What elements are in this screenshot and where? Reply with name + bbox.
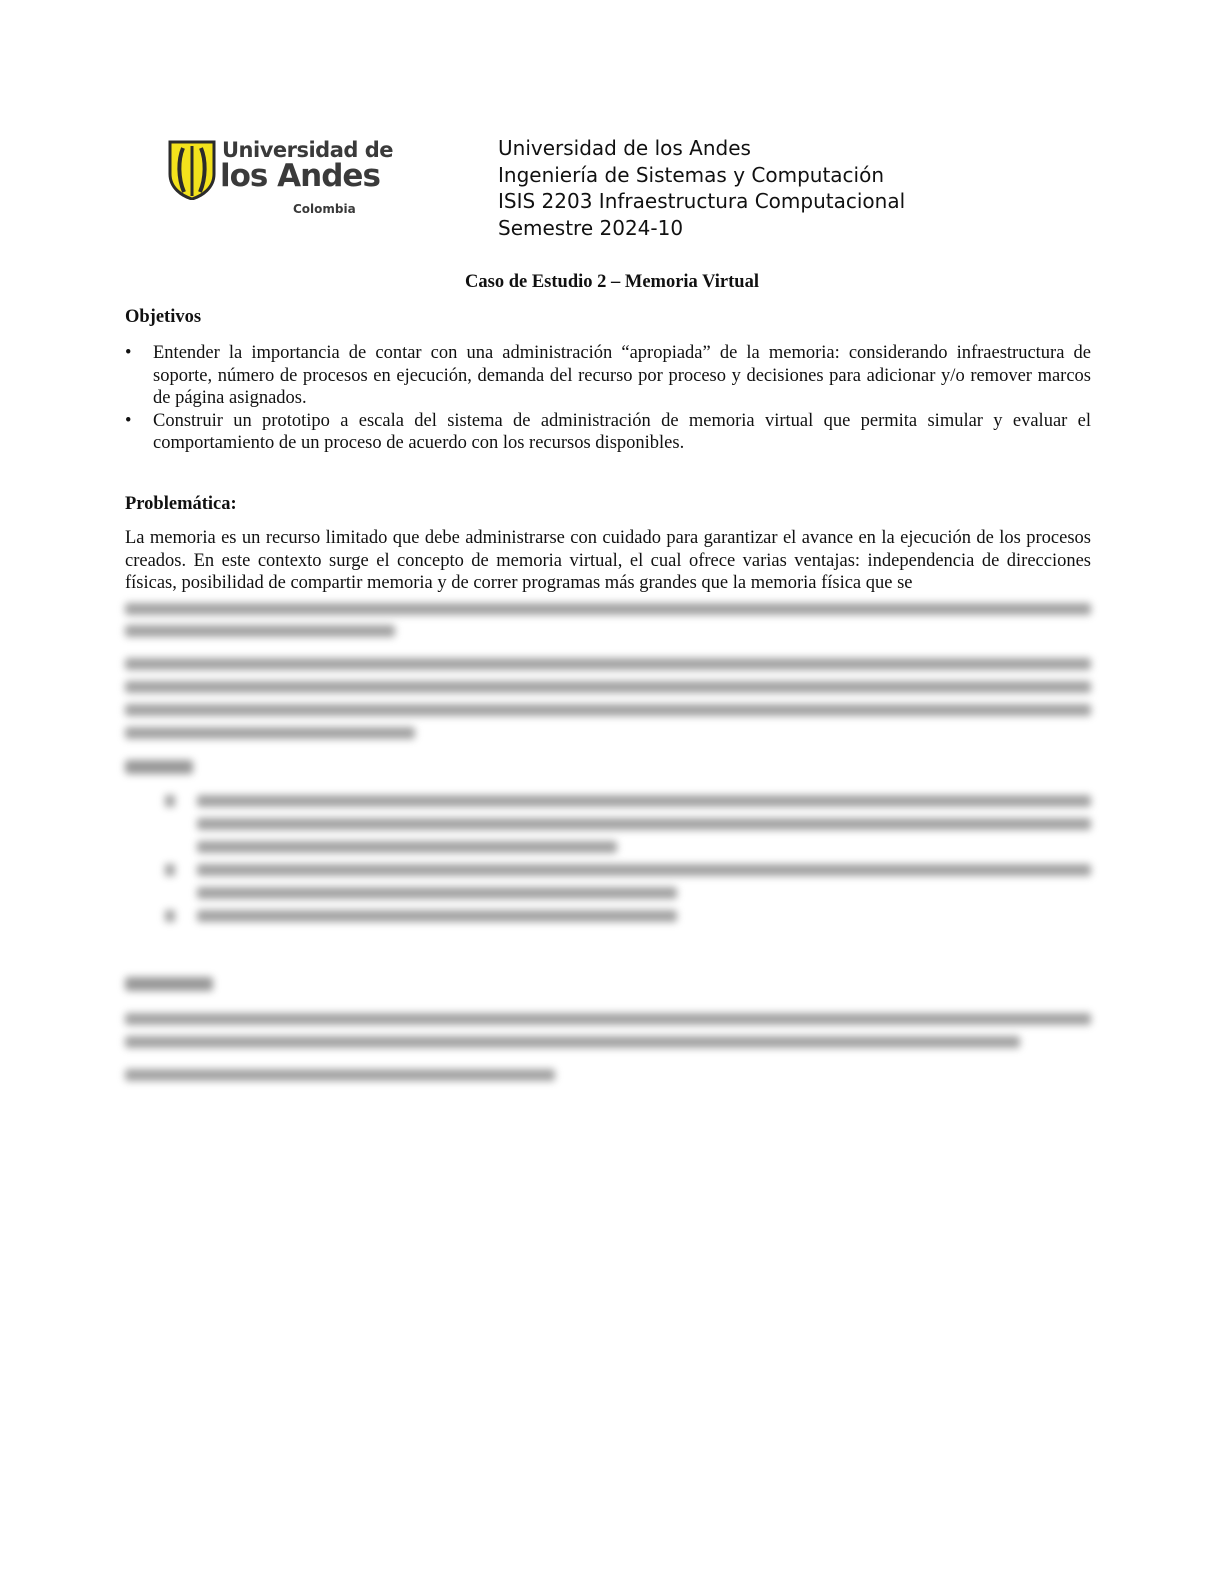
university-logo [166,138,394,222]
blurred-line [125,1013,1091,1025]
blurred-line [125,603,1091,615]
blurred-content [125,595,1091,1095]
problem-heading: Problemática: [125,494,237,514]
blurred-heading [125,977,213,991]
blurred-line [125,704,1091,716]
blurred-line [125,1069,555,1081]
bullet-icon: • [125,410,132,431]
institution-line: ISIS 2203 Infraestructura Computacional [498,189,906,213]
blurred-line [197,795,1091,807]
blurred-line [125,681,1091,693]
logo-line-3: Colombia [293,202,356,216]
document-title: Caso de Estudio 2 – Memoria Virtual [465,272,759,292]
blurred-number [165,864,175,876]
objectives-heading: Objetivos [125,307,202,327]
institution-line: Universidad de los Andes [498,136,751,160]
objectives-list [125,342,1091,455]
list-item [125,410,1091,455]
institution-line: Ingeniería de Sistemas y Computación [498,162,885,187]
objective-text: Entender la importancia de contar con una administración “apropiada” de la memoria: considerando infraestructura de soporte, número de procesos en ejecución, demanda del recurso por proceso y decisiones para adicionar y/o remover marcos de página asignados. [153,343,1091,408]
problem-paragraph: La memoria es un recurso limitado que debe administrarse con cuidado para garantizar el avance en la ejecución de los procesos creados. En este contexto surge el concepto de memoria virtual, el cual ofrece varias ventajas: independencia de direcciones físicas, posibilidad de compartir memoria y de correr programas más grandes que la memoria física que se [125,528,1091,593]
blurred-line [125,658,1091,670]
blurred-line [197,864,1091,876]
institution-info [498,135,905,241]
list-item [125,342,1091,410]
bullet-icon: • [125,343,132,363]
shield-logo-icon [166,140,218,200]
blurred-line [197,841,617,853]
blurred-heading [125,760,193,774]
blurred-line [125,727,415,739]
logo-line-2: los Andes [220,158,380,194]
blurred-line [125,625,395,637]
blurred-number [165,795,175,807]
blurred-line [197,818,1091,830]
logo-line-1: Universidad de [222,138,394,162]
blurred-line [197,910,677,922]
blurred-line [125,1036,1020,1048]
blurred-number [165,910,175,922]
institution-line: Semestre 2024-10 [498,215,684,240]
blurred-line [197,887,677,899]
objective-text: Construir un prototipo a escala del sistema de administración de memoria virtual que permita simular y evaluar el comportamiento de un proceso de acuerdo con los recursos disponibles. [153,410,1091,453]
